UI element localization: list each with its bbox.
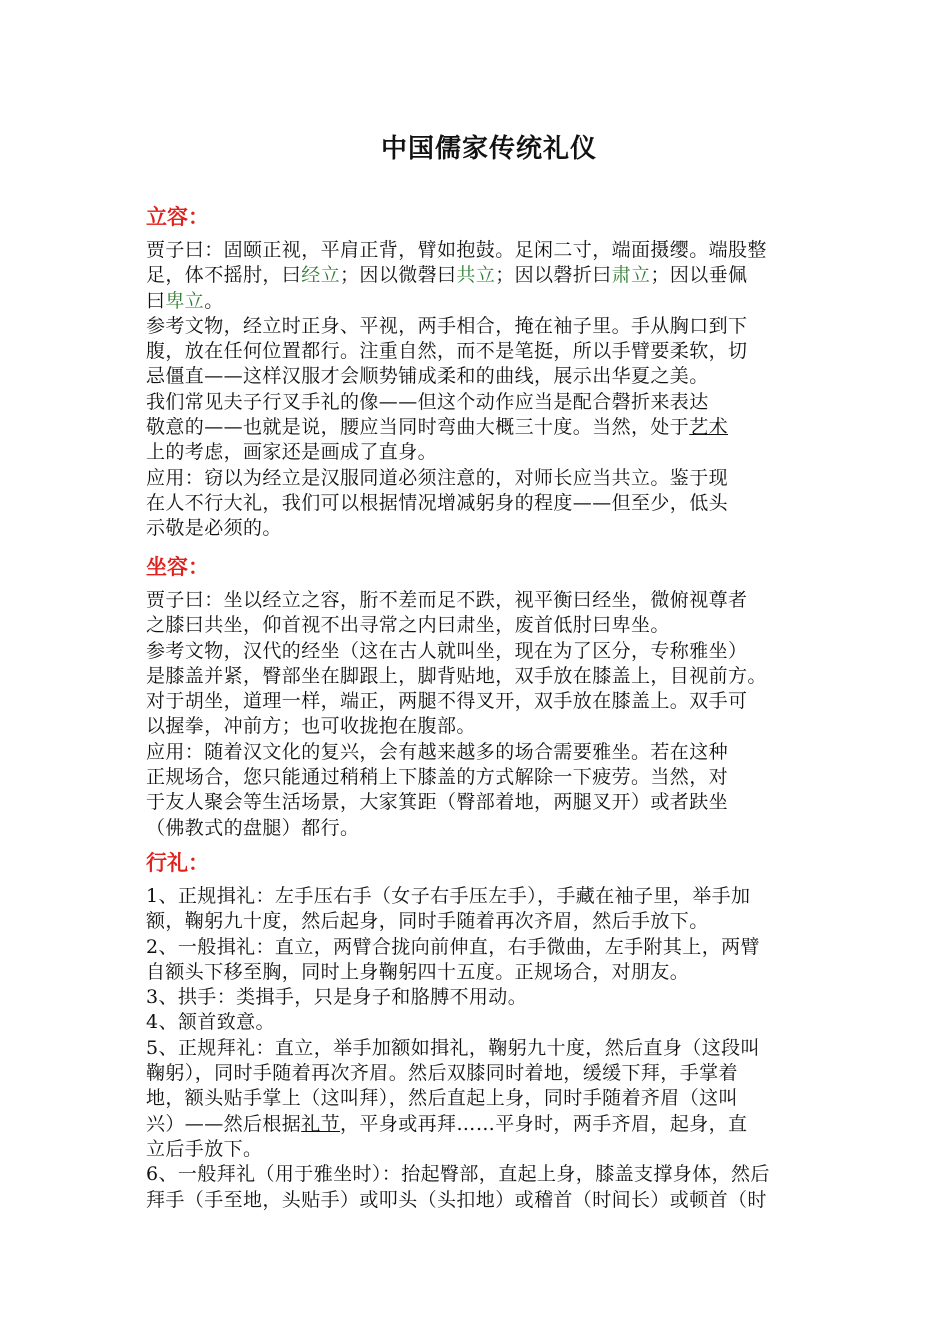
text-segment: 以握拳，冲前方；也可收拢抱在腹部。 bbox=[146, 715, 476, 738]
text-line bbox=[146, 1061, 826, 1086]
text-line bbox=[146, 339, 826, 364]
text-segment: ，平身或再拜……平身时，两手齐眉，起身，直 bbox=[340, 1112, 748, 1135]
text-segment: ；因以磬折曰 bbox=[495, 264, 612, 287]
text-line bbox=[146, 289, 826, 314]
text-line bbox=[146, 909, 826, 934]
text-segment: 之膝曰共坐，仰首视不出寻常之内曰肃坐，废首低肘曰卑坐。 bbox=[146, 614, 670, 637]
text-line bbox=[146, 714, 826, 739]
text-line bbox=[146, 765, 826, 790]
text-segment: 在人不行大礼，我们可以根据情况增减躬身的程度——但至少，低头 bbox=[146, 491, 729, 514]
text-segment: 应用：窃以为经立是汉服同道必须注意的，对师长应当共立。鉴于现 bbox=[146, 466, 729, 489]
inline-link[interactable]: 礼节 bbox=[301, 1112, 341, 1135]
text-line bbox=[146, 1112, 826, 1137]
section-body-standing bbox=[146, 238, 826, 542]
text-segment: ；因以垂佩 bbox=[650, 264, 748, 287]
text-line bbox=[146, 613, 826, 638]
text-line bbox=[146, 364, 826, 389]
text-line bbox=[146, 689, 826, 714]
text-segment: 参考文物，经立时正身、平视，两手相合，掩在袖子里。手从胸口到下 bbox=[146, 314, 748, 337]
text-segment: 是膝盖并紧，臀部坐在脚跟上，脚背贴地，双手放在膝盖上，目视前方。 bbox=[146, 664, 767, 687]
text-segment: 敬意的——也就是说，腰应当同时弯曲大概三十度。当然，处于 bbox=[146, 416, 690, 439]
text-segment: 5、正规拜礼：直立，举手加额如揖礼，鞠躬九十度，然后直身（这段叫 bbox=[146, 1036, 760, 1059]
text-segment: 地，额头贴手掌上（这叫拜），然后直起上身，同时手随着齐眉（这叫 bbox=[146, 1087, 738, 1110]
text-segment: 自额头下移至胸，同时上身鞠躬四十五度。正规场合，对朋友。 bbox=[146, 960, 690, 983]
text-line bbox=[146, 1010, 826, 1035]
text-segment: 足，体不摇肘，曰 bbox=[146, 264, 302, 287]
text-line bbox=[146, 314, 826, 339]
text-line bbox=[146, 740, 826, 765]
text-line bbox=[146, 1036, 826, 1061]
text-line bbox=[146, 390, 826, 415]
text-line bbox=[146, 664, 826, 689]
text-line bbox=[146, 588, 826, 613]
text-line bbox=[146, 985, 826, 1010]
text-line bbox=[146, 1162, 826, 1187]
highlighted-term: 共立 bbox=[456, 264, 496, 287]
text-line bbox=[146, 1188, 826, 1213]
text-line bbox=[146, 238, 826, 263]
text-line bbox=[146, 415, 826, 440]
text-segment: ；因以微磬曰 bbox=[340, 264, 457, 287]
text-line bbox=[146, 790, 826, 815]
text-segment: 示敬是必须的。 bbox=[146, 517, 282, 540]
section-heading-salute: 行礼： bbox=[146, 851, 209, 875]
text-segment: 拜手（手至地，头贴手）或叩头（头扣地）或稽首（时间长）或顿首（时 bbox=[146, 1188, 767, 1211]
section-body-sitting bbox=[146, 588, 826, 841]
text-segment: 参考文物，汉代的经坐（这在古人就叫坐，现在为了区分，专称雅坐） bbox=[146, 639, 748, 662]
text-line bbox=[146, 440, 826, 465]
text-line bbox=[146, 516, 826, 541]
section-heading-sitting: 坐容： bbox=[146, 555, 209, 579]
text-segment: 兴）——然后根据 bbox=[146, 1112, 302, 1135]
text-segment: 4、颔首致意。 bbox=[146, 1011, 275, 1034]
text-line bbox=[146, 1137, 826, 1162]
text-segment: 1、正规揖礼：左手压右手（女子右手压左手），手藏在袖子里，举手加 bbox=[146, 885, 751, 907]
text-segment: 上的考虑，画家还是画成了直身。 bbox=[146, 441, 438, 464]
text-segment: 3、拱手：类揖手，只是身子和胳膊不用动。 bbox=[146, 986, 528, 1009]
page-title: 中国儒家传统礼仪 bbox=[380, 134, 597, 164]
text-line bbox=[146, 960, 826, 985]
highlighted-term: 卑立 bbox=[165, 289, 205, 312]
text-segment: （佛教式的盘腿）都行。 bbox=[146, 816, 360, 839]
text-line bbox=[146, 491, 826, 516]
text-segment: 贾子曰：坐以经立之容，胻不差而足不跌，视平衡曰经坐，微俯视尊者 bbox=[146, 589, 748, 611]
text-segment: 于友人聚会等生活场景，大家箕距（臀部着地，两腿叉开）或者趺坐 bbox=[146, 791, 729, 814]
text-segment: 2、一般揖礼：直立，两臂合拢向前伸直，右手微曲，左手附其上，两臂 bbox=[146, 935, 760, 958]
text-line bbox=[146, 639, 826, 664]
text-segment: 。 bbox=[204, 289, 224, 312]
text-segment: 贾子曰：固颐正视，平肩正背，臂如抱鼓。足闲二寸，端面摄缨。端股整 bbox=[146, 239, 767, 261]
text-line bbox=[146, 935, 826, 960]
text-segment: 6、一般拜礼（用于雅坐时）：抬起臀部，直起上身，膝盖支撑身体，然后 bbox=[146, 1163, 770, 1186]
text-line bbox=[146, 1086, 826, 1111]
text-line bbox=[146, 466, 826, 491]
section-body-salute bbox=[146, 884, 826, 1213]
text-line bbox=[146, 263, 826, 288]
text-segment: 额，鞠躬九十度，然后起身，同时手随着再次齐眉，然后手放下。 bbox=[146, 910, 709, 933]
text-segment: 鞠躬），同时手随着再次齐眉。然后双膝同时着地，缓缓下拜，手掌着 bbox=[146, 1062, 738, 1085]
text-line bbox=[146, 884, 826, 909]
text-segment: 我们常见夫子行叉手礼的像——但这个动作应当是配合磬折来表达 bbox=[146, 390, 709, 413]
text-segment: 腹，放在任何位置都行。注重自然，而不是笔挺，所以手臂要柔软，切 bbox=[146, 340, 748, 363]
text-segment: 应用：随着汉文化的复兴，会有越来越多的场合需要雅坐。若在这种 bbox=[146, 740, 729, 763]
section-heading-standing: 立容： bbox=[146, 205, 209, 229]
text-line bbox=[146, 816, 826, 841]
text-segment: 曰 bbox=[146, 289, 166, 312]
text-segment: 立后手放下。 bbox=[146, 1137, 263, 1160]
text-segment: 对于胡坐，道理一样，端正，两腿不得叉开，双手放在膝盖上。双手可 bbox=[146, 690, 748, 713]
highlighted-term: 肃立 bbox=[611, 264, 651, 287]
highlighted-term: 经立 bbox=[301, 264, 341, 287]
text-segment: 忌僵直——这样汉服才会顺势铺成柔和的曲线，展示出华夏之美。 bbox=[146, 365, 709, 388]
text-segment: 正规场合，您只能通过稍稍上下膝盖的方式解除一下疲劳。当然，对 bbox=[146, 766, 729, 789]
inline-link[interactable]: 艺术 bbox=[689, 416, 729, 439]
